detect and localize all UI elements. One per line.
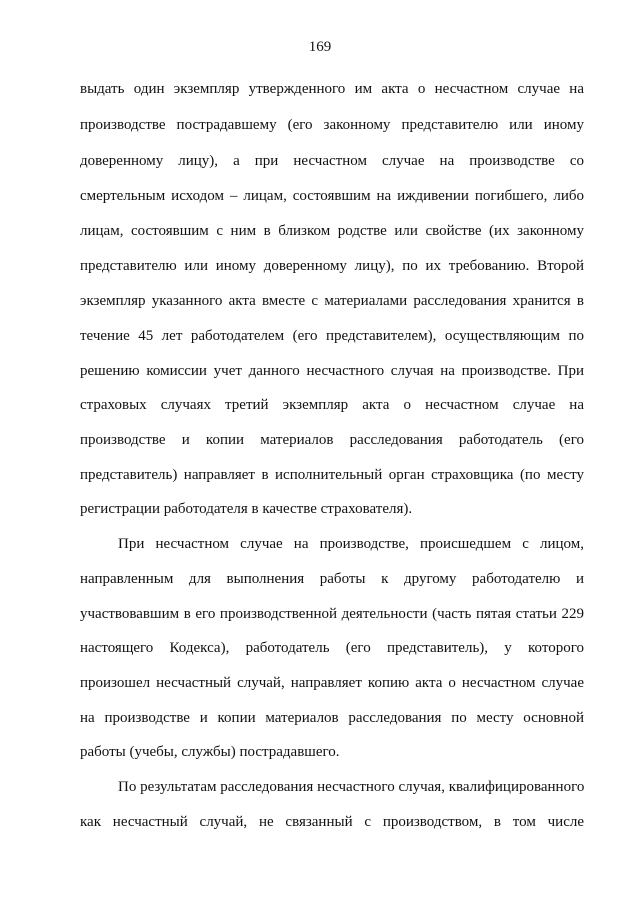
text-line: доверенному лицу), а при несчастном случае на производстве со [80, 153, 584, 169]
text-line: выдать один экземпляр утвержденного им акта о несчастном случае на [80, 81, 584, 97]
text-line: представитель) направляет в исполнительный орган страховщика (по месту [80, 467, 584, 483]
text-line: При несчастном случае на производстве, происшедшем с лицом, [118, 536, 584, 552]
text-line: решению комиссии учет данного несчастного случая на производстве. При [80, 363, 584, 379]
text-line: представителю или иному доверенному лицу), по их требованию. Второй [80, 258, 584, 274]
text-line: направленным для выполнения работы к другому работодателю и [80, 571, 584, 587]
text-line: произошел несчастный случай, направляет копию акта о несчастном случае [80, 675, 584, 691]
text-line: на производстве и копии материалов расследования по месту основной [80, 710, 584, 726]
text-line: регистрации работодателя в качестве страхователя). [80, 501, 413, 517]
text-line: течение 45 лет работодателем (его представителем), осуществляющим по [80, 328, 584, 344]
text-line: работы (учебы, службы) пострадавшего. [80, 744, 340, 760]
text-line: настоящего Кодекса), работодатель (его представитель), у которого [80, 640, 584, 656]
text-line: По результатам расследования несчастного случая, квалифицированного [118, 779, 585, 795]
page-number: 169 [308, 39, 332, 55]
text-line: экземпляр указанного акта вместе с материалами расследования хранится в [80, 293, 584, 309]
text-line: участвовавшим в его производственной деятельности (часть пятая статьи 229 [80, 606, 584, 622]
text-line: страховых случаях третий экземпляр акта о несчастном случае на [80, 397, 584, 413]
text-line: как несчастный случай, не связанный с производством, в том числе [80, 814, 584, 830]
text-line: смертельным исходом – лицам, состоявшим на иждивении погибшего, либо [80, 188, 584, 204]
text-line: лицам, состоявшим с ним в близком родстве или свойстве (их законному [80, 223, 584, 239]
text-line: производстве и копии материалов расследования работодатель (его [80, 432, 584, 448]
text-line: производстве пострадавшему (его законному представителю или иному [80, 117, 584, 133]
